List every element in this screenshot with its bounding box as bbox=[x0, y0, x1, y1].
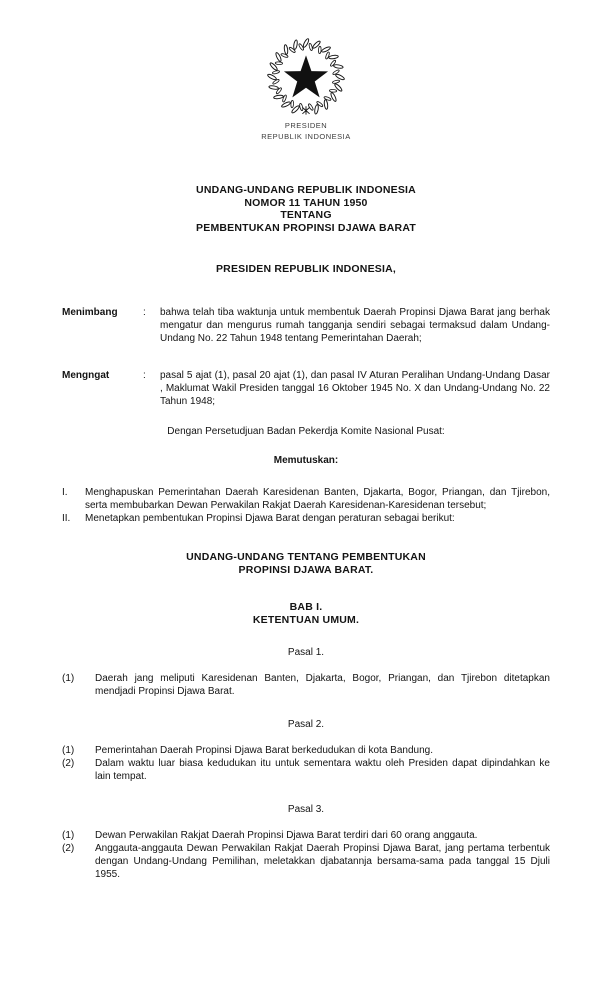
consideration-label: Menimbang bbox=[62, 307, 118, 318]
clause-number: (2) bbox=[62, 843, 75, 854]
consideration-colon: : bbox=[143, 307, 146, 318]
clause-text: Dalam waktu luar biasa kedudukan itu untuk sementara waktu oleh Presiden dapat dipindahkan ke lain tempat. bbox=[95, 758, 550, 782]
clause-number: (1) bbox=[62, 745, 75, 756]
clause-text: Daerah jang meliputi Karesidenan Banten, Djakarta, Bogor, Priangan, dan Tjirebon ditetapkan mendjadi Propinsi Djawa Barat. bbox=[95, 673, 550, 697]
clause bbox=[62, 672, 550, 698]
consideration-label: Mengngat bbox=[62, 370, 110, 381]
chapter-number: BAB I. bbox=[289, 601, 323, 613]
wreath-bow-icon bbox=[302, 106, 309, 114]
act-title-line-1: UNDANG-UNDANG TENTANG PEMBENTUKAN bbox=[186, 551, 426, 563]
clause-number: (1) bbox=[62, 830, 75, 841]
letterhead bbox=[0, 120, 612, 142]
decision-item-2 bbox=[62, 512, 550, 525]
agreement-line: Dengan Persetudjuan Badan Pekerdja Komite Nasional Pusat: bbox=[167, 426, 445, 437]
decision-heading: Memutuskan: bbox=[273, 455, 339, 466]
article-heading-pasal-1: Pasal 1. bbox=[287, 647, 325, 658]
document-title bbox=[0, 184, 612, 234]
letterhead-line-presiden: PRESIDEN bbox=[284, 121, 328, 130]
decision-text: Menetapkan pembentukan Propinsi Djawa Barat dengan peraturan sebagai berikut: bbox=[85, 513, 455, 524]
clause bbox=[62, 829, 550, 842]
title-line-4: PEMBENTUKAN PROPINSI DJAWA BARAT bbox=[196, 221, 416, 234]
title-line-3: TENTANG bbox=[280, 209, 332, 221]
star-wreath-emblem-icon bbox=[266, 37, 346, 117]
decision-list bbox=[62, 486, 550, 525]
star-icon bbox=[284, 55, 328, 97]
decision-numeral: I. bbox=[62, 487, 68, 498]
consideration-text: pasal 5 ajat (1), pasal 20 ajat (1), dan pasal IV Aturan Peralihan Undang-Undang Dasar , Maklumat Wakil Presiden tanggal 16 Oktober 1945 No. X dan Undang-Undang No. 22 Tahun 1948; bbox=[160, 370, 550, 407]
clause bbox=[62, 842, 550, 881]
article-clauses-pasal-2 bbox=[62, 744, 550, 783]
clause-text: Dewan Perwakilan Rakjat Daerah Propinsi Djawa Barat terdiri dari 60 orang anggauta. bbox=[95, 830, 478, 841]
act-title-line-2: PROPINSI DJAWA BARAT. bbox=[238, 563, 374, 576]
article-heading-pasal-3: Pasal 3. bbox=[287, 804, 325, 815]
clause-text: Pemerintahan Daerah Propinsi Djawa Barat berkedudukan di kota Bandung. bbox=[95, 745, 433, 756]
clause bbox=[62, 757, 550, 783]
decision-text: Menghapuskan Pemerintahan Daerah Karesidenan Banten, Djakarta, Bogor, Priangan, dan Tjirebon, serta membubarkan Dewan Perwakilan Rakjat Daerah Karesidenan-Karesidenan tersebut; bbox=[85, 487, 550, 511]
consideration-colon: : bbox=[143, 370, 146, 381]
consideration-text: bahwa telah tiba waktunja untuk membentuk Daerah Propinsi Djawa Barat jang berhak mengatur dan mengurus rumah tangganja sendiri sebagai termaksud dalam Undang-Undang No. 22 Tahun 1948 tentang Pemerintahan Daerah; bbox=[160, 307, 550, 344]
letterhead-line-republik: REPUBLIK INDONESIA bbox=[261, 132, 351, 141]
consideration-mengngat bbox=[62, 369, 550, 408]
salutation: PRESIDEN REPUBLIK INDONESIA, bbox=[215, 263, 397, 275]
clause-text: Anggauta-anggauta Dewan Perwakilan Rakjat Daerah Propinsi Djawa Barat, jang pertama terbentuk dengan Undang-Undang Pemilihan, meletakkan djabatannja bersama-sama pada tanggal 15 Djuli 1955. bbox=[95, 843, 550, 880]
title-line-1: UNDANG-UNDANG REPUBLIK INDONESIA bbox=[196, 184, 416, 196]
title-line-2: NOMOR 11 TAHUN 1950 bbox=[244, 196, 368, 209]
decision-item-1 bbox=[62, 486, 550, 512]
chapter-title: KETENTUAN UMUM. bbox=[252, 613, 360, 626]
clause-number: (1) bbox=[62, 673, 75, 684]
article-heading-pasal-2: Pasal 2. bbox=[287, 719, 325, 730]
chapter-heading bbox=[0, 601, 612, 626]
article-clauses-pasal-1 bbox=[62, 672, 550, 698]
clause bbox=[62, 744, 550, 757]
act-title bbox=[0, 551, 612, 576]
clause-number: (2) bbox=[62, 758, 75, 769]
decision-numeral: II. bbox=[62, 513, 71, 524]
article-clauses-pasal-3 bbox=[62, 829, 550, 881]
consideration-menimbang bbox=[62, 306, 550, 345]
